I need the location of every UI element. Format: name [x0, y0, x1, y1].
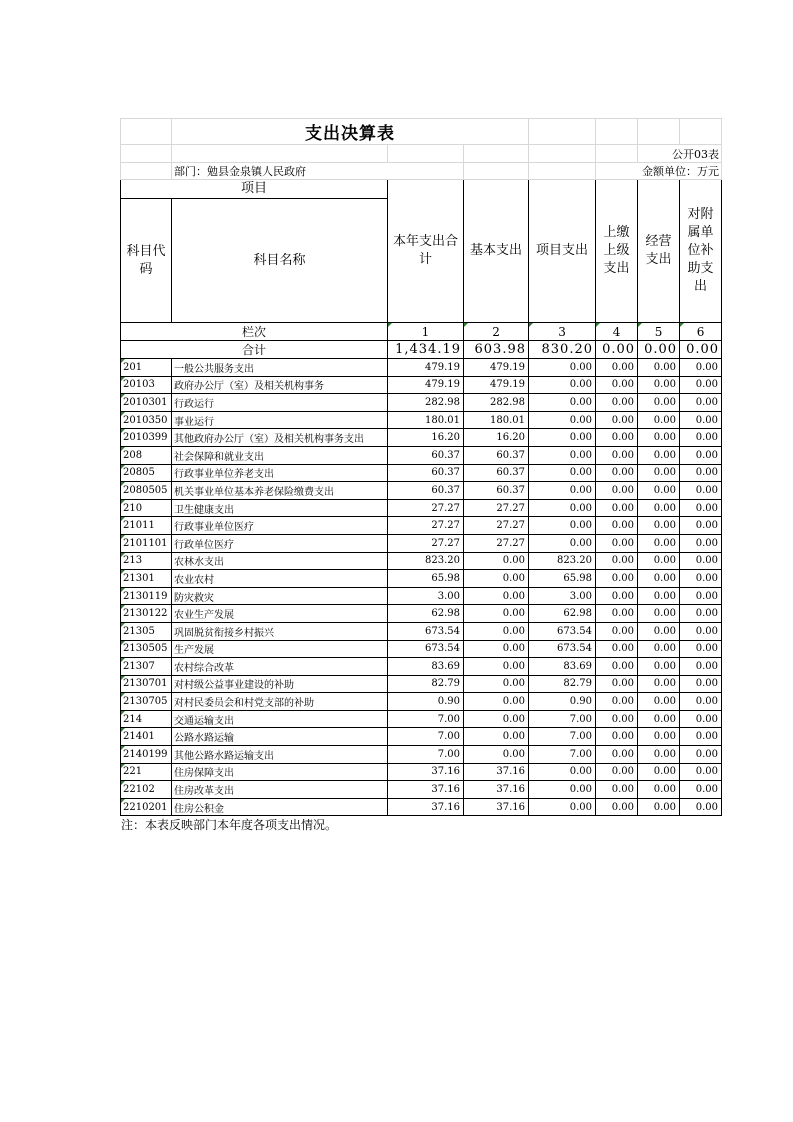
amount-cell-col-1: 37.16 — [388, 781, 464, 799]
amount-cell-col-6: 0.00 — [680, 482, 722, 500]
subject-code-cell: 2101101 — [121, 534, 172, 552]
subject-code-cell: 221 — [121, 763, 172, 781]
subject-code-cell: 2130119 — [121, 587, 172, 605]
table-row — [121, 693, 722, 711]
amount-cell-col-1: 37.16 — [388, 798, 464, 816]
amount-cell-col-3: 0.00 — [529, 517, 596, 535]
expenditure-report-sheet — [120, 118, 721, 834]
business-expenditure-header: 经营支出 — [638, 180, 680, 323]
amount-cell-col-4: 0.00 — [596, 675, 638, 693]
amount-cell-col-2: 27.27 — [464, 499, 529, 517]
amount-cell-col-1: 7.00 — [388, 746, 464, 764]
subject-name-cell: 防灾救灾 — [172, 587, 388, 605]
amount-cell-col-3: 0.00 — [529, 534, 596, 552]
amount-cell-col-3: 823.20 — [529, 552, 596, 570]
column-number-4: 4 — [596, 323, 638, 341]
amount-cell-col-3: 0.00 — [529, 482, 596, 500]
subject-name-cell: 农业生产发展 — [172, 605, 388, 623]
table-row — [121, 658, 722, 676]
subject-name-cell: 机关事业单位基本养老保险缴费支出 — [172, 482, 388, 500]
amount-cell-col-6: 0.00 — [680, 534, 722, 552]
amount-cell-col-1: 82.79 — [388, 675, 464, 693]
amount-cell-col-3: 0.90 — [529, 693, 596, 711]
amount-cell-col-5: 0.00 — [638, 622, 680, 640]
amount-cell-col-5: 0.00 — [638, 376, 680, 394]
amount-cell-col-6: 0.00 — [680, 693, 722, 711]
amount-cell-col-1: 180.01 — [388, 411, 464, 429]
amount-cell-col-1: 282.98 — [388, 394, 464, 412]
subject-name-cell: 行政单位医疗 — [172, 534, 388, 552]
amount-cell-col-4: 0.00 — [596, 499, 638, 517]
table-row — [121, 640, 722, 658]
amount-cell-col-4: 0.00 — [596, 570, 638, 588]
subject-code-cell: 214 — [121, 710, 172, 728]
amount-cell-col-6: 0.00 — [680, 411, 722, 429]
subject-code-header: 科目代码 — [121, 199, 172, 323]
subject-code-cell: 21301 — [121, 570, 172, 588]
amount-cell-col-4: 0.00 — [596, 394, 638, 412]
amount-cell-col-1: 60.37 — [388, 446, 464, 464]
amount-cell-col-1: 7.00 — [388, 728, 464, 746]
amount-cell-col-2: 0.00 — [464, 728, 529, 746]
column-number-6: 6 — [680, 323, 722, 341]
amount-cell-col-6: 0.00 — [680, 798, 722, 816]
amount-cell-col-2: 0.00 — [464, 622, 529, 640]
amount-cell-col-6: 0.00 — [680, 429, 722, 447]
amount-cell-col-1: 823.20 — [388, 552, 464, 570]
amount-cell-col-2: 16.20 — [464, 429, 529, 447]
amount-cell-col-2: 0.00 — [464, 605, 529, 623]
table-row — [121, 728, 722, 746]
total-expenditure-header: 本年支出合计 — [388, 180, 464, 323]
subject-name-cell: 对村民委员会和村党支部的补助 — [172, 693, 388, 711]
amount-cell-col-6: 0.00 — [680, 728, 722, 746]
amount-cell-col-6: 0.00 — [680, 746, 722, 764]
total-value-col-1: 1,434.19 — [388, 341, 464, 359]
amount-cell-col-3: 0.00 — [529, 429, 596, 447]
table-row — [121, 534, 722, 552]
amount-cell-col-5: 0.00 — [638, 798, 680, 816]
amount-cell-col-3: 0.00 — [529, 394, 596, 412]
subject-name-cell: 住房公积金 — [172, 798, 388, 816]
amount-cell-col-2: 0.00 — [464, 710, 529, 728]
amount-cell-col-5: 0.00 — [638, 763, 680, 781]
subject-code-cell: 2010350 — [121, 411, 172, 429]
amount-cell-col-5: 0.00 — [638, 446, 680, 464]
amount-cell-col-4: 0.00 — [596, 464, 638, 482]
table-row — [121, 411, 722, 429]
column-number-1: 1 — [388, 323, 464, 341]
amount-cell-col-1: 673.54 — [388, 640, 464, 658]
amount-cell-col-5: 0.00 — [638, 359, 680, 377]
table-row — [121, 570, 722, 588]
subject-name-cell: 一般公共服务支出 — [172, 359, 388, 377]
amount-cell-col-1: 37.16 — [388, 763, 464, 781]
subject-name-cell: 农业农村 — [172, 570, 388, 588]
amount-cell-col-2: 60.37 — [464, 482, 529, 500]
total-value-col-2: 603.98 — [464, 341, 529, 359]
amount-cell-col-4: 0.00 — [596, 622, 638, 640]
amount-cell-col-3: 0.00 — [529, 411, 596, 429]
table-row — [121, 798, 722, 816]
amount-cell-col-5: 0.00 — [638, 534, 680, 552]
amount-cell-col-5: 0.00 — [638, 746, 680, 764]
amount-cell-col-3: 0.00 — [529, 359, 596, 377]
column-number-5: 5 — [638, 323, 680, 341]
amount-cell-col-6: 0.00 — [680, 499, 722, 517]
table-row — [121, 710, 722, 728]
amount-cell-col-6: 0.00 — [680, 781, 722, 799]
amount-cell-col-4: 0.00 — [596, 446, 638, 464]
amount-cell-col-6: 0.00 — [680, 359, 722, 377]
subject-name-cell: 卫生健康支出 — [172, 499, 388, 517]
amount-cell-col-1: 16.20 — [388, 429, 464, 447]
subject-code-cell: 2130701 — [121, 675, 172, 693]
amount-cell-col-2: 60.37 — [464, 446, 529, 464]
amount-cell-col-6: 0.00 — [680, 622, 722, 640]
amount-cell-col-4: 0.00 — [596, 693, 638, 711]
table-row — [121, 394, 722, 412]
subject-code-cell: 2130705 — [121, 693, 172, 711]
subject-name-cell: 交通运输支出 — [172, 710, 388, 728]
subject-code-cell: 20805 — [121, 464, 172, 482]
amount-cell-col-2: 27.27 — [464, 534, 529, 552]
table-row — [121, 622, 722, 640]
amount-cell-col-1: 7.00 — [388, 710, 464, 728]
table-row — [121, 781, 722, 799]
total-value-col-3: 830.20 — [529, 341, 596, 359]
subject-code-cell: 21307 — [121, 658, 172, 676]
subject-name-cell: 公路水路运输 — [172, 728, 388, 746]
total-row-label: 合计 — [121, 341, 388, 359]
amount-cell-col-5: 0.00 — [638, 570, 680, 588]
subject-name-cell: 住房改革支出 — [172, 781, 388, 799]
amount-cell-col-5: 0.00 — [638, 552, 680, 570]
basic-expenditure-header: 基本支出 — [464, 180, 529, 323]
table-row — [121, 446, 722, 464]
amount-cell-col-3: 0.00 — [529, 376, 596, 394]
amount-cell-col-5: 0.00 — [638, 482, 680, 500]
amount-cell-col-3: 62.98 — [529, 605, 596, 623]
subsidiary-subsidy-header: 对附属单位补助支出 — [680, 180, 722, 323]
column-number-label: 栏次 — [121, 323, 388, 341]
amount-cell-col-3: 7.00 — [529, 710, 596, 728]
amount-cell-col-1: 479.19 — [388, 376, 464, 394]
amount-cell-col-1: 60.37 — [388, 482, 464, 500]
table-row — [121, 517, 722, 535]
amount-cell-col-3: 83.69 — [529, 658, 596, 676]
amount-cell-col-4: 0.00 — [596, 359, 638, 377]
subject-code-cell: 22102 — [121, 781, 172, 799]
table-row — [121, 552, 722, 570]
amount-cell-col-5: 0.00 — [638, 517, 680, 535]
amount-cell-col-6: 0.00 — [680, 710, 722, 728]
amount-cell-col-3: 7.00 — [529, 728, 596, 746]
amount-cell-col-4: 0.00 — [596, 605, 638, 623]
amount-cell-col-5: 0.00 — [638, 710, 680, 728]
amount-cell-col-2: 479.19 — [464, 359, 529, 377]
subject-code-cell: 2010399 — [121, 429, 172, 447]
table-row — [121, 499, 722, 517]
amount-cell-col-3: 0.00 — [529, 763, 596, 781]
amount-cell-col-4: 0.00 — [596, 376, 638, 394]
amount-cell-col-3: 673.54 — [529, 640, 596, 658]
amount-cell-col-6: 0.00 — [680, 763, 722, 781]
amount-cell-col-5: 0.00 — [638, 675, 680, 693]
amount-cell-col-2: 37.16 — [464, 763, 529, 781]
amount-cell-col-2: 0.00 — [464, 675, 529, 693]
amount-cell-col-4: 0.00 — [596, 517, 638, 535]
amount-cell-col-6: 0.00 — [680, 675, 722, 693]
subject-name-cell: 其他公路水路运输支出 — [172, 746, 388, 764]
amount-cell-col-4: 0.00 — [596, 710, 638, 728]
amount-cell-col-4: 0.00 — [596, 640, 638, 658]
amount-cell-col-2: 60.37 — [464, 464, 529, 482]
amount-cell-col-6: 0.00 — [680, 658, 722, 676]
amount-cell-col-4: 0.00 — [596, 763, 638, 781]
subject-code-cell: 208 — [121, 446, 172, 464]
amount-cell-col-4: 0.00 — [596, 587, 638, 605]
table-row — [121, 763, 722, 781]
page-title: 支出决算表 — [172, 119, 529, 145]
amount-cell-col-2: 0.00 — [464, 570, 529, 588]
subject-code-cell: 2140199 — [121, 746, 172, 764]
amount-cell-col-5: 0.00 — [638, 640, 680, 658]
amount-cell-col-3: 0.00 — [529, 798, 596, 816]
amount-cell-col-5: 0.00 — [638, 429, 680, 447]
table-row — [121, 464, 722, 482]
subject-code-cell: 2010301 — [121, 394, 172, 412]
subject-name-cell: 农村综合改革 — [172, 658, 388, 676]
amount-cell-col-2: 180.01 — [464, 411, 529, 429]
amount-cell-col-6: 0.00 — [680, 517, 722, 535]
column-number-3: 3 — [529, 323, 596, 341]
amount-cell-col-4: 0.00 — [596, 658, 638, 676]
amount-cell-col-6: 0.00 — [680, 394, 722, 412]
subject-name-header: 科目名称 — [172, 199, 388, 323]
total-value-col-5: 0.00 — [638, 341, 680, 359]
subject-name-cell: 事业运行 — [172, 411, 388, 429]
subject-name-cell: 社会保障和就业支出 — [172, 446, 388, 464]
subject-code-cell: 2080505 — [121, 482, 172, 500]
subject-code-cell: 2210201 — [121, 798, 172, 816]
subject-code-cell: 213 — [121, 552, 172, 570]
subject-name-cell: 行政事业单位养老支出 — [172, 464, 388, 482]
amount-cell-col-1: 27.27 — [388, 517, 464, 535]
amount-cell-col-4: 0.00 — [596, 746, 638, 764]
amount-cell-col-6: 0.00 — [680, 464, 722, 482]
subject-name-cell: 政府办公厅（室）及相关机构事务 — [172, 376, 388, 394]
amount-cell-col-5: 0.00 — [638, 693, 680, 711]
amount-cell-col-2: 0.00 — [464, 587, 529, 605]
subject-code-cell: 201 — [121, 359, 172, 377]
amount-cell-col-5: 0.00 — [638, 781, 680, 799]
subject-code-cell: 21305 — [121, 622, 172, 640]
table-row — [121, 675, 722, 693]
amount-cell-col-3: 0.00 — [529, 499, 596, 517]
amount-cell-col-4: 0.00 — [596, 534, 638, 552]
table-code: 公开03表 — [638, 145, 722, 163]
subject-name-cell: 巩固脱贫衔接乡村振兴 — [172, 622, 388, 640]
amount-cell-col-2: 0.00 — [464, 693, 529, 711]
amount-cell-col-5: 0.00 — [638, 499, 680, 517]
amount-cell-col-2: 0.00 — [464, 552, 529, 570]
subject-code-cell: 2130122 — [121, 605, 172, 623]
amount-cell-col-2: 282.98 — [464, 394, 529, 412]
amount-cell-col-4: 0.00 — [596, 552, 638, 570]
amount-cell-col-2: 0.00 — [464, 640, 529, 658]
upper-level-payment-header: 上缴上级支出 — [596, 180, 638, 323]
amount-cell-col-5: 0.00 — [638, 728, 680, 746]
subject-name-cell: 行政事业单位医疗 — [172, 517, 388, 535]
subject-code-cell: 21401 — [121, 728, 172, 746]
amount-cell-col-3: 7.00 — [529, 746, 596, 764]
amount-cell-col-1: 27.27 — [388, 534, 464, 552]
subject-name-cell: 农林水支出 — [172, 552, 388, 570]
amount-cell-col-3: 0.00 — [529, 446, 596, 464]
amount-cell-col-1: 0.90 — [388, 693, 464, 711]
amount-cell-col-1: 65.98 — [388, 570, 464, 588]
subject-name-cell: 生产发展 — [172, 640, 388, 658]
amount-cell-col-4: 0.00 — [596, 482, 638, 500]
amount-cell-col-3: 82.79 — [529, 675, 596, 693]
amount-unit-label: 金额单位：万元 — [596, 163, 722, 180]
amount-cell-col-6: 0.00 — [680, 605, 722, 623]
amount-cell-col-6: 0.00 — [680, 570, 722, 588]
item-header: 项目 — [121, 180, 388, 199]
subject-code-cell: 210 — [121, 499, 172, 517]
column-number-2: 2 — [464, 323, 529, 341]
amount-cell-col-2: 37.16 — [464, 798, 529, 816]
amount-cell-col-5: 0.00 — [638, 464, 680, 482]
amount-cell-col-4: 0.00 — [596, 781, 638, 799]
amount-cell-col-5: 0.00 — [638, 605, 680, 623]
total-value-col-4: 0.00 — [596, 341, 638, 359]
table-note: 注：本表反映部门本年度各项支出情况。 — [121, 818, 338, 833]
project-expenditure-header: 项目支出 — [529, 180, 596, 323]
amount-cell-col-4: 0.00 — [596, 728, 638, 746]
table-row — [121, 429, 722, 447]
total-value-col-6: 0.00 — [680, 341, 722, 359]
amount-cell-col-1: 673.54 — [388, 622, 464, 640]
table-row — [121, 746, 722, 764]
subject-code-cell: 21011 — [121, 517, 172, 535]
table-row — [121, 605, 722, 623]
amount-cell-col-5: 0.00 — [638, 411, 680, 429]
table-row — [121, 587, 722, 605]
amount-cell-col-5: 0.00 — [638, 394, 680, 412]
amount-cell-col-6: 0.00 — [680, 640, 722, 658]
amount-cell-col-3: 673.54 — [529, 622, 596, 640]
amount-cell-col-1: 479.19 — [388, 359, 464, 377]
department-label: 部门：勉县金泉镇人民政府 — [172, 163, 464, 180]
amount-cell-col-5: 0.00 — [638, 658, 680, 676]
amount-cell-col-6: 0.00 — [680, 376, 722, 394]
amount-cell-col-4: 0.00 — [596, 798, 638, 816]
subject-name-cell: 其他政府办公厅（室）及相关机构事务支出 — [172, 429, 388, 447]
amount-cell-col-1: 27.27 — [388, 499, 464, 517]
amount-cell-col-2: 0.00 — [464, 658, 529, 676]
subject-name-cell: 对村级公益事业建设的补助 — [172, 675, 388, 693]
subject-code-cell: 2130505 — [121, 640, 172, 658]
amount-cell-col-3: 3.00 — [529, 587, 596, 605]
table-row — [121, 482, 722, 500]
amount-cell-col-1: 83.69 — [388, 658, 464, 676]
amount-cell-col-2: 479.19 — [464, 376, 529, 394]
amount-cell-col-3: 65.98 — [529, 570, 596, 588]
subject-name-cell: 住房保障支出 — [172, 763, 388, 781]
amount-cell-col-2: 37.16 — [464, 781, 529, 799]
table-row — [121, 359, 722, 377]
amount-cell-col-4: 0.00 — [596, 411, 638, 429]
subject-code-cell: 20103 — [121, 376, 172, 394]
amount-cell-col-3: 0.00 — [529, 464, 596, 482]
amount-cell-col-3: 0.00 — [529, 781, 596, 799]
amount-cell-col-6: 0.00 — [680, 552, 722, 570]
expenditure-table — [120, 118, 722, 816]
amount-cell-col-4: 0.00 — [596, 429, 638, 447]
amount-cell-col-2: 27.27 — [464, 517, 529, 535]
amount-cell-col-1: 62.98 — [388, 605, 464, 623]
amount-cell-col-1: 60.37 — [388, 464, 464, 482]
amount-cell-col-6: 0.00 — [680, 446, 722, 464]
amount-cell-col-6: 0.00 — [680, 587, 722, 605]
amount-cell-col-2: 0.00 — [464, 746, 529, 764]
subject-name-cell: 行政运行 — [172, 394, 388, 412]
table-row — [121, 376, 722, 394]
amount-cell-col-1: 3.00 — [388, 587, 464, 605]
amount-cell-col-5: 0.00 — [638, 587, 680, 605]
